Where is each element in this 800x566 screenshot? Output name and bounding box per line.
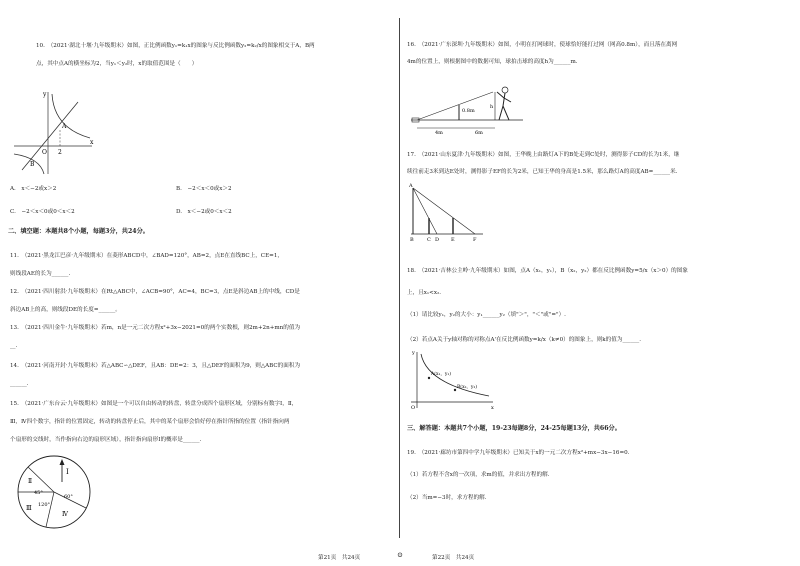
q14-line2: ______. bbox=[10, 381, 29, 387]
section3-heading: 三、解答题：本题共7个小题，19-23每题8分，24-25每题13分，共66分。 bbox=[407, 425, 621, 432]
q12-line1: 12. （2021·四川射洪·九年级期末）在Rt△ABC中，∠ACB=90°，AC=4，BC=3，点E是斜边AB上的中线，CD是 bbox=[10, 289, 300, 295]
point-B-label: B bbox=[410, 237, 414, 242]
q19-part1: （1）若方程不含x的一次项，求m的值，并求出方程的解. bbox=[407, 472, 550, 478]
q18-line2: 上，且x₁<x₂. bbox=[407, 290, 442, 296]
q14-line1: 14. （2021·河南开封·九年级期末）若△ABC∽△DEF，且AB：DE=2：3，且△DEF的面积为9，则△ABC的面积为 bbox=[10, 363, 301, 369]
q18-part1: （1）请比较y₁，y₂的大小：y₁______y₂（填"＞"，"＜"或"="）. bbox=[407, 312, 566, 318]
q10-fig-y: y bbox=[43, 91, 47, 98]
spinner-figure bbox=[10, 450, 100, 534]
axis-y-label: y bbox=[412, 350, 415, 356]
angle-45-label: 45° bbox=[34, 490, 43, 496]
net-height-label: 0.8m bbox=[462, 108, 475, 114]
height-h-label: h bbox=[490, 104, 494, 110]
q10-option-c[interactable]: C. −2＜x＜0或0＜x＜2 bbox=[10, 209, 75, 215]
q16-line1: 16. （2021·广东深圳·九年级期末）如图，小明在打网球时，使球恰好能打过网（网高0.8m），而且落在离网 bbox=[407, 42, 678, 48]
q10-fig-x: x bbox=[90, 139, 94, 146]
q10-graph-figure bbox=[8, 88, 98, 178]
q18-graph-figure bbox=[407, 348, 497, 412]
q10-option-d[interactable]: D. x＜−2或0＜x＜2 bbox=[176, 209, 232, 215]
tennis-figure bbox=[407, 74, 527, 136]
sector-1-label: Ⅰ bbox=[66, 468, 69, 476]
q15-line2: Ⅲ，Ⅳ四个数字，指针的位置固定，转动的转盘停止后，其中的某个扇形会恰好停在指针所指的位置（指针指向两 bbox=[10, 419, 290, 425]
left-page-footer: 第21页 共24页 bbox=[318, 555, 361, 561]
light-A-label: A bbox=[409, 183, 413, 189]
q10-line1: 10. （2021·湖北十堰·九年级期末）如图，正比例函数y₁=k₁x的图象与反比例函数y₂=k₂/x的图象相交于A，B两 bbox=[36, 43, 315, 49]
section2-heading: 二、填空题：本题共8个小题，每题3分，共24分。 bbox=[8, 228, 149, 235]
q10-fig-2: 2 bbox=[58, 149, 62, 156]
q15-line1: 15. （2021·广东台云·九年级期末）如图是一个可以自由转动的转盘，转盘分成四个扇形区域，分别标有数字Ⅰ，Ⅱ， bbox=[10, 401, 298, 407]
q17-line1: 17. （2021·山东夏津·九年级期末）如图，王华晚上由路灯A下的B处走到C处时，测得影子CD的长为1米，继 bbox=[407, 152, 680, 158]
q10-option-a[interactable]: A. x＜−2或x＞2 bbox=[10, 186, 57, 192]
angle-60-label: 60° bbox=[64, 494, 73, 500]
q13-line2: __. bbox=[10, 343, 18, 349]
sector-3-label: Ⅲ bbox=[26, 505, 32, 512]
q17-line2: 续往前走3米到达E处时，测得影子EF的长为2米，已知王华的身高是1.5米，那么路灯A的高度AB=______米. bbox=[407, 169, 678, 175]
streetlight-figure bbox=[407, 180, 487, 242]
q10-fig-B: B bbox=[30, 161, 35, 168]
point-F-label: F bbox=[473, 237, 477, 242]
q15-line3: 个扇形的交线时，当作指向右边的扇形区域），指针指向扇形Ⅰ的概率是______. bbox=[10, 437, 202, 443]
point-A-label: A(x₁，y₁) bbox=[431, 372, 451, 377]
point-B-label: B(x₂，y₂) bbox=[457, 385, 478, 390]
q10-option-b[interactable]: B. −2＜x＜0或x＞2 bbox=[176, 186, 232, 192]
q19-part2: （2）当m=−3时，求方程的解. bbox=[407, 495, 487, 501]
q11-line1: 11. （2021·黑龙江巴彦·九年级期末）在菱形ABCD中，∠BAD=120°，AB=2，点E在直线BC上，CE=1， bbox=[10, 253, 284, 259]
right-page-footer: 第22页 共24页 bbox=[432, 555, 475, 561]
q19-line1: 19. （2021·廊坊市第四中学九年级期末）已知关于x的一元二次方程x²+mx−3x−16=0. bbox=[407, 450, 630, 456]
distance-4m-label: 4m bbox=[435, 130, 443, 136]
point-C-label: C bbox=[427, 237, 431, 242]
q13-line1: 13. （2021·四川金牛·九年级期末）若m，n是一元二次方程x²+3x−2021=0的两个实数根，则2m+2n+mn的值为 bbox=[10, 325, 301, 331]
q16-line2: 4m的位置上，则根据图中的数据可知，球拍击球的高度h为______m. bbox=[407, 59, 578, 65]
q12-line2: 斜边AB上的高，则线段DE的长度=______。 bbox=[10, 307, 121, 313]
q11-line2: 则线段AE的长为______. bbox=[10, 271, 71, 277]
binding-mark: ⊙ bbox=[397, 551, 403, 559]
point-D-label: D bbox=[435, 237, 440, 242]
q10-fig-A: A bbox=[62, 123, 67, 130]
origin-label: O bbox=[411, 405, 416, 411]
q18-line1: 18. （2021·吉林公主岭·九年级期末）如图，点A（x₁，y₁），B（x₂，y₂）都在反比例函数y=5/x（x＞0）的图象 bbox=[407, 268, 688, 274]
sector-4-label: Ⅳ bbox=[62, 511, 68, 518]
q10-line2: 点，其中点A的横坐标为2，当y₁＜y₂时，x的取值范围是（ ） bbox=[36, 61, 198, 67]
q18-part2: （2）若点A关于y轴对称的对称点A'在反比例函数y=k/x（k≠0）的图象上，则k的值为______. bbox=[407, 337, 642, 343]
column-divider bbox=[399, 18, 400, 538]
point-E-label: E bbox=[451, 237, 455, 242]
axis-x-label: x bbox=[491, 405, 494, 411]
distance-6m-label: 6m bbox=[475, 130, 483, 136]
sector-2-label: Ⅱ bbox=[28, 478, 33, 485]
q10-fig-O: O bbox=[42, 149, 47, 156]
angle-120-label: 120° bbox=[38, 502, 51, 508]
